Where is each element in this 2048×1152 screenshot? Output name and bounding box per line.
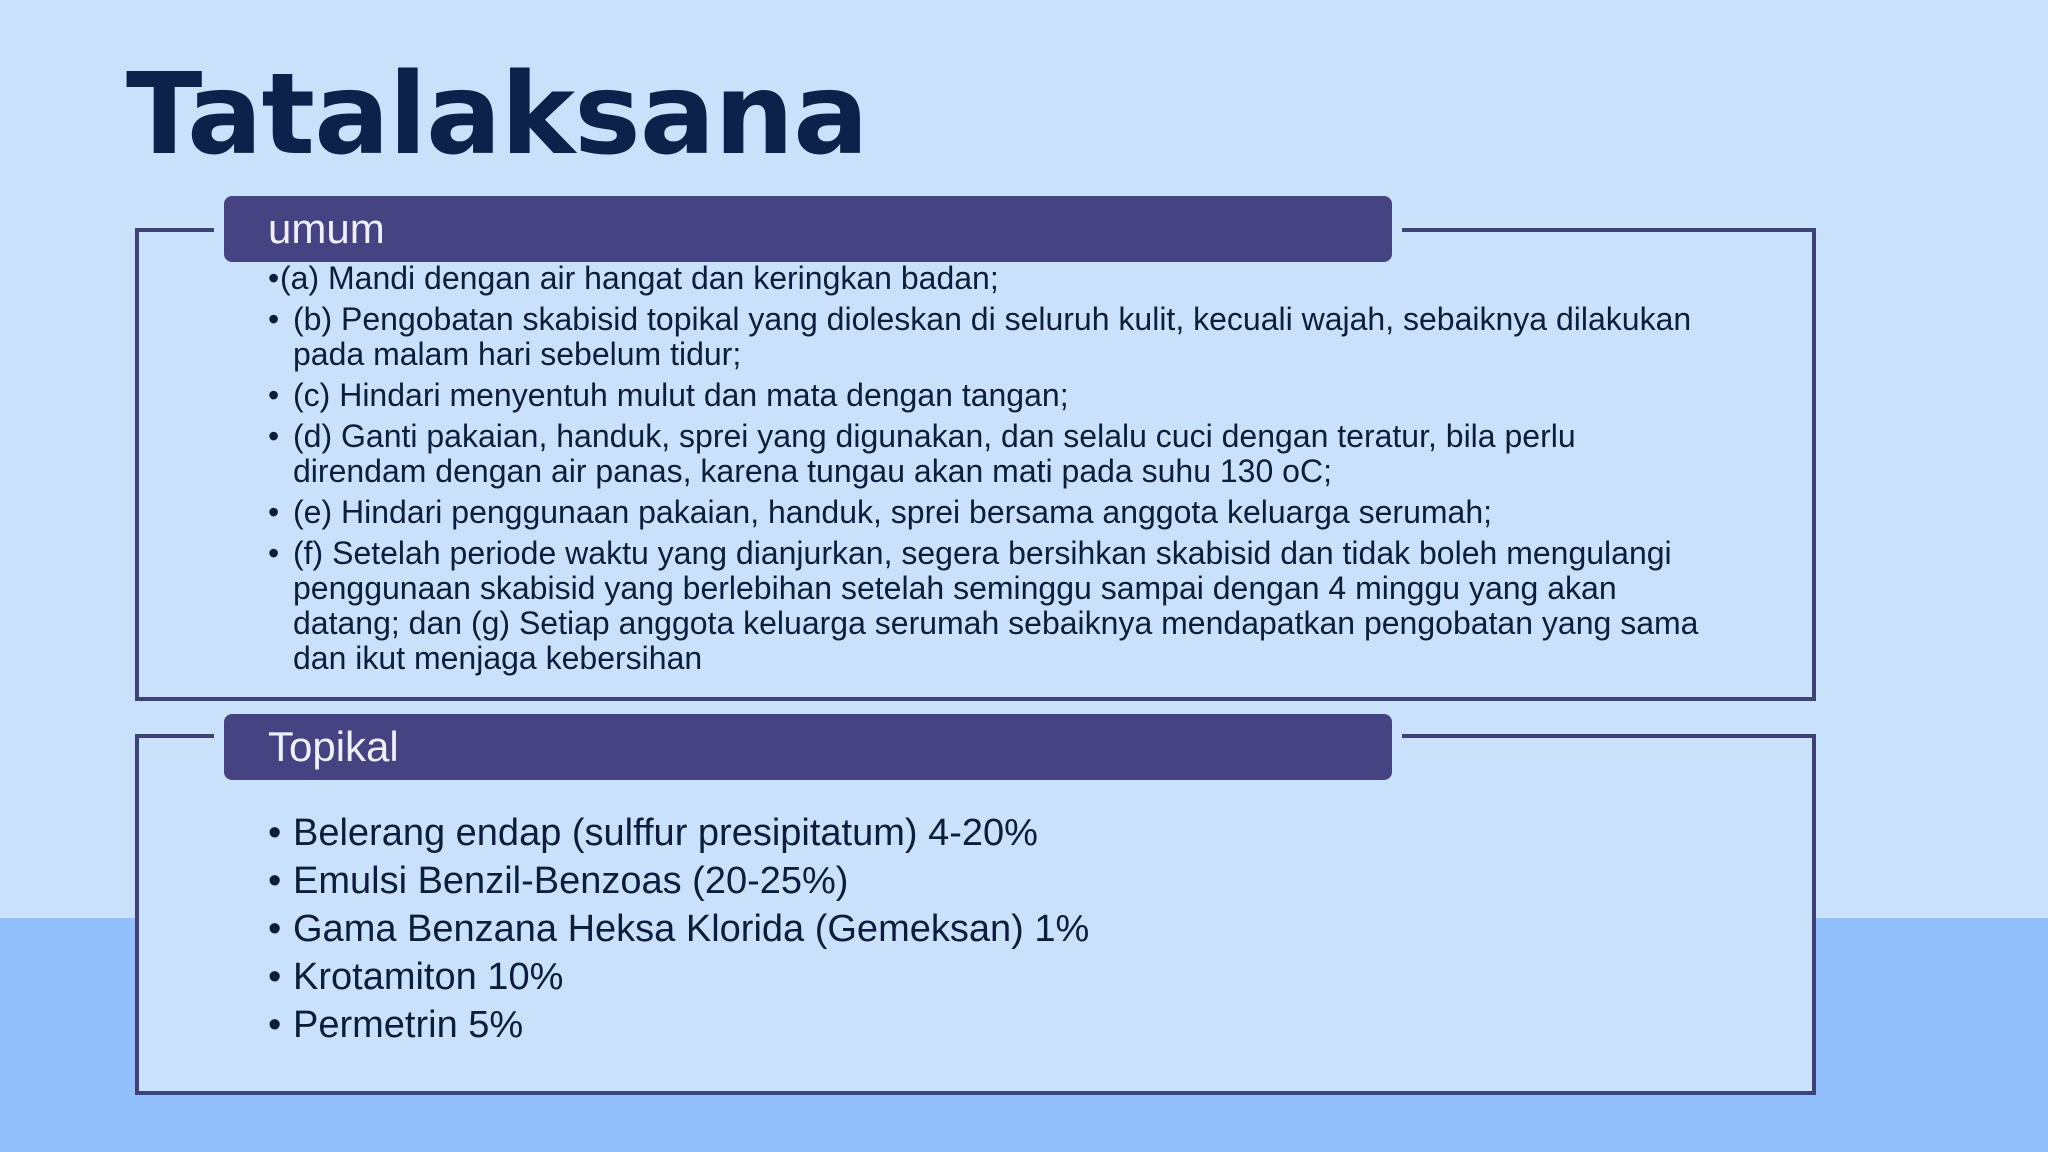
list-item: • (c) Hindari menyentuh mulut dan mata dengan tangan; bbox=[268, 378, 1708, 413]
list-item: • Krotamiton 10% bbox=[268, 953, 1089, 1001]
umum-heading: umum bbox=[224, 196, 1392, 262]
list-item: • Gama Benzana Heksa Klorida (Gemeksan) 1% bbox=[268, 905, 1089, 953]
list-item: • (f) Setelah periode waktu yang dianjurkan, segera bersihkan skabisid dan tidak boleh mengulangi penggunaan skabisid yang berlebihan setelah seminggu sampai dengan 4 minggu yang akan datang; dan (g) Setiap anggota keluarga serumah sebaiknya mendapatkan pengobatan yang sama dan ikut menjaga kebersihan bbox=[268, 536, 1708, 676]
list-item: • Belerang endap (sulffur presipitatum) 4-20% bbox=[268, 809, 1089, 857]
topikal-heading: Topikal bbox=[224, 714, 1392, 780]
list-item: • (e) Hindari penggunaan pakaian, handuk, sprei bersama anggota keluarga serumah; bbox=[268, 495, 1708, 530]
list-item: • (d) Ganti pakaian, handuk, sprei yang digunakan, dan selalu cuci dengan teratur, bila perlu direndam dengan air panas, karena tungau akan mati pada suhu 130 oC; bbox=[268, 419, 1708, 489]
topikal-list bbox=[268, 809, 1089, 1049]
slide-title: Tatalaksana bbox=[126, 50, 868, 180]
list-item: • Emulsi Benzil-Benzoas (20-25%) bbox=[268, 857, 1089, 905]
list-item: • (a) Mandi dengan air hangat dan keringkan badan; bbox=[268, 261, 1708, 296]
list-item: • (b) Pengobatan skabisid topikal yang dioleskan di seluruh kulit, kecuali wajah, sebaiknya dilakukan pada malam hari sebelum tidur; bbox=[268, 302, 1708, 372]
umum-list bbox=[268, 261, 1708, 682]
list-item: • Permetrin 5% bbox=[268, 1001, 1089, 1049]
